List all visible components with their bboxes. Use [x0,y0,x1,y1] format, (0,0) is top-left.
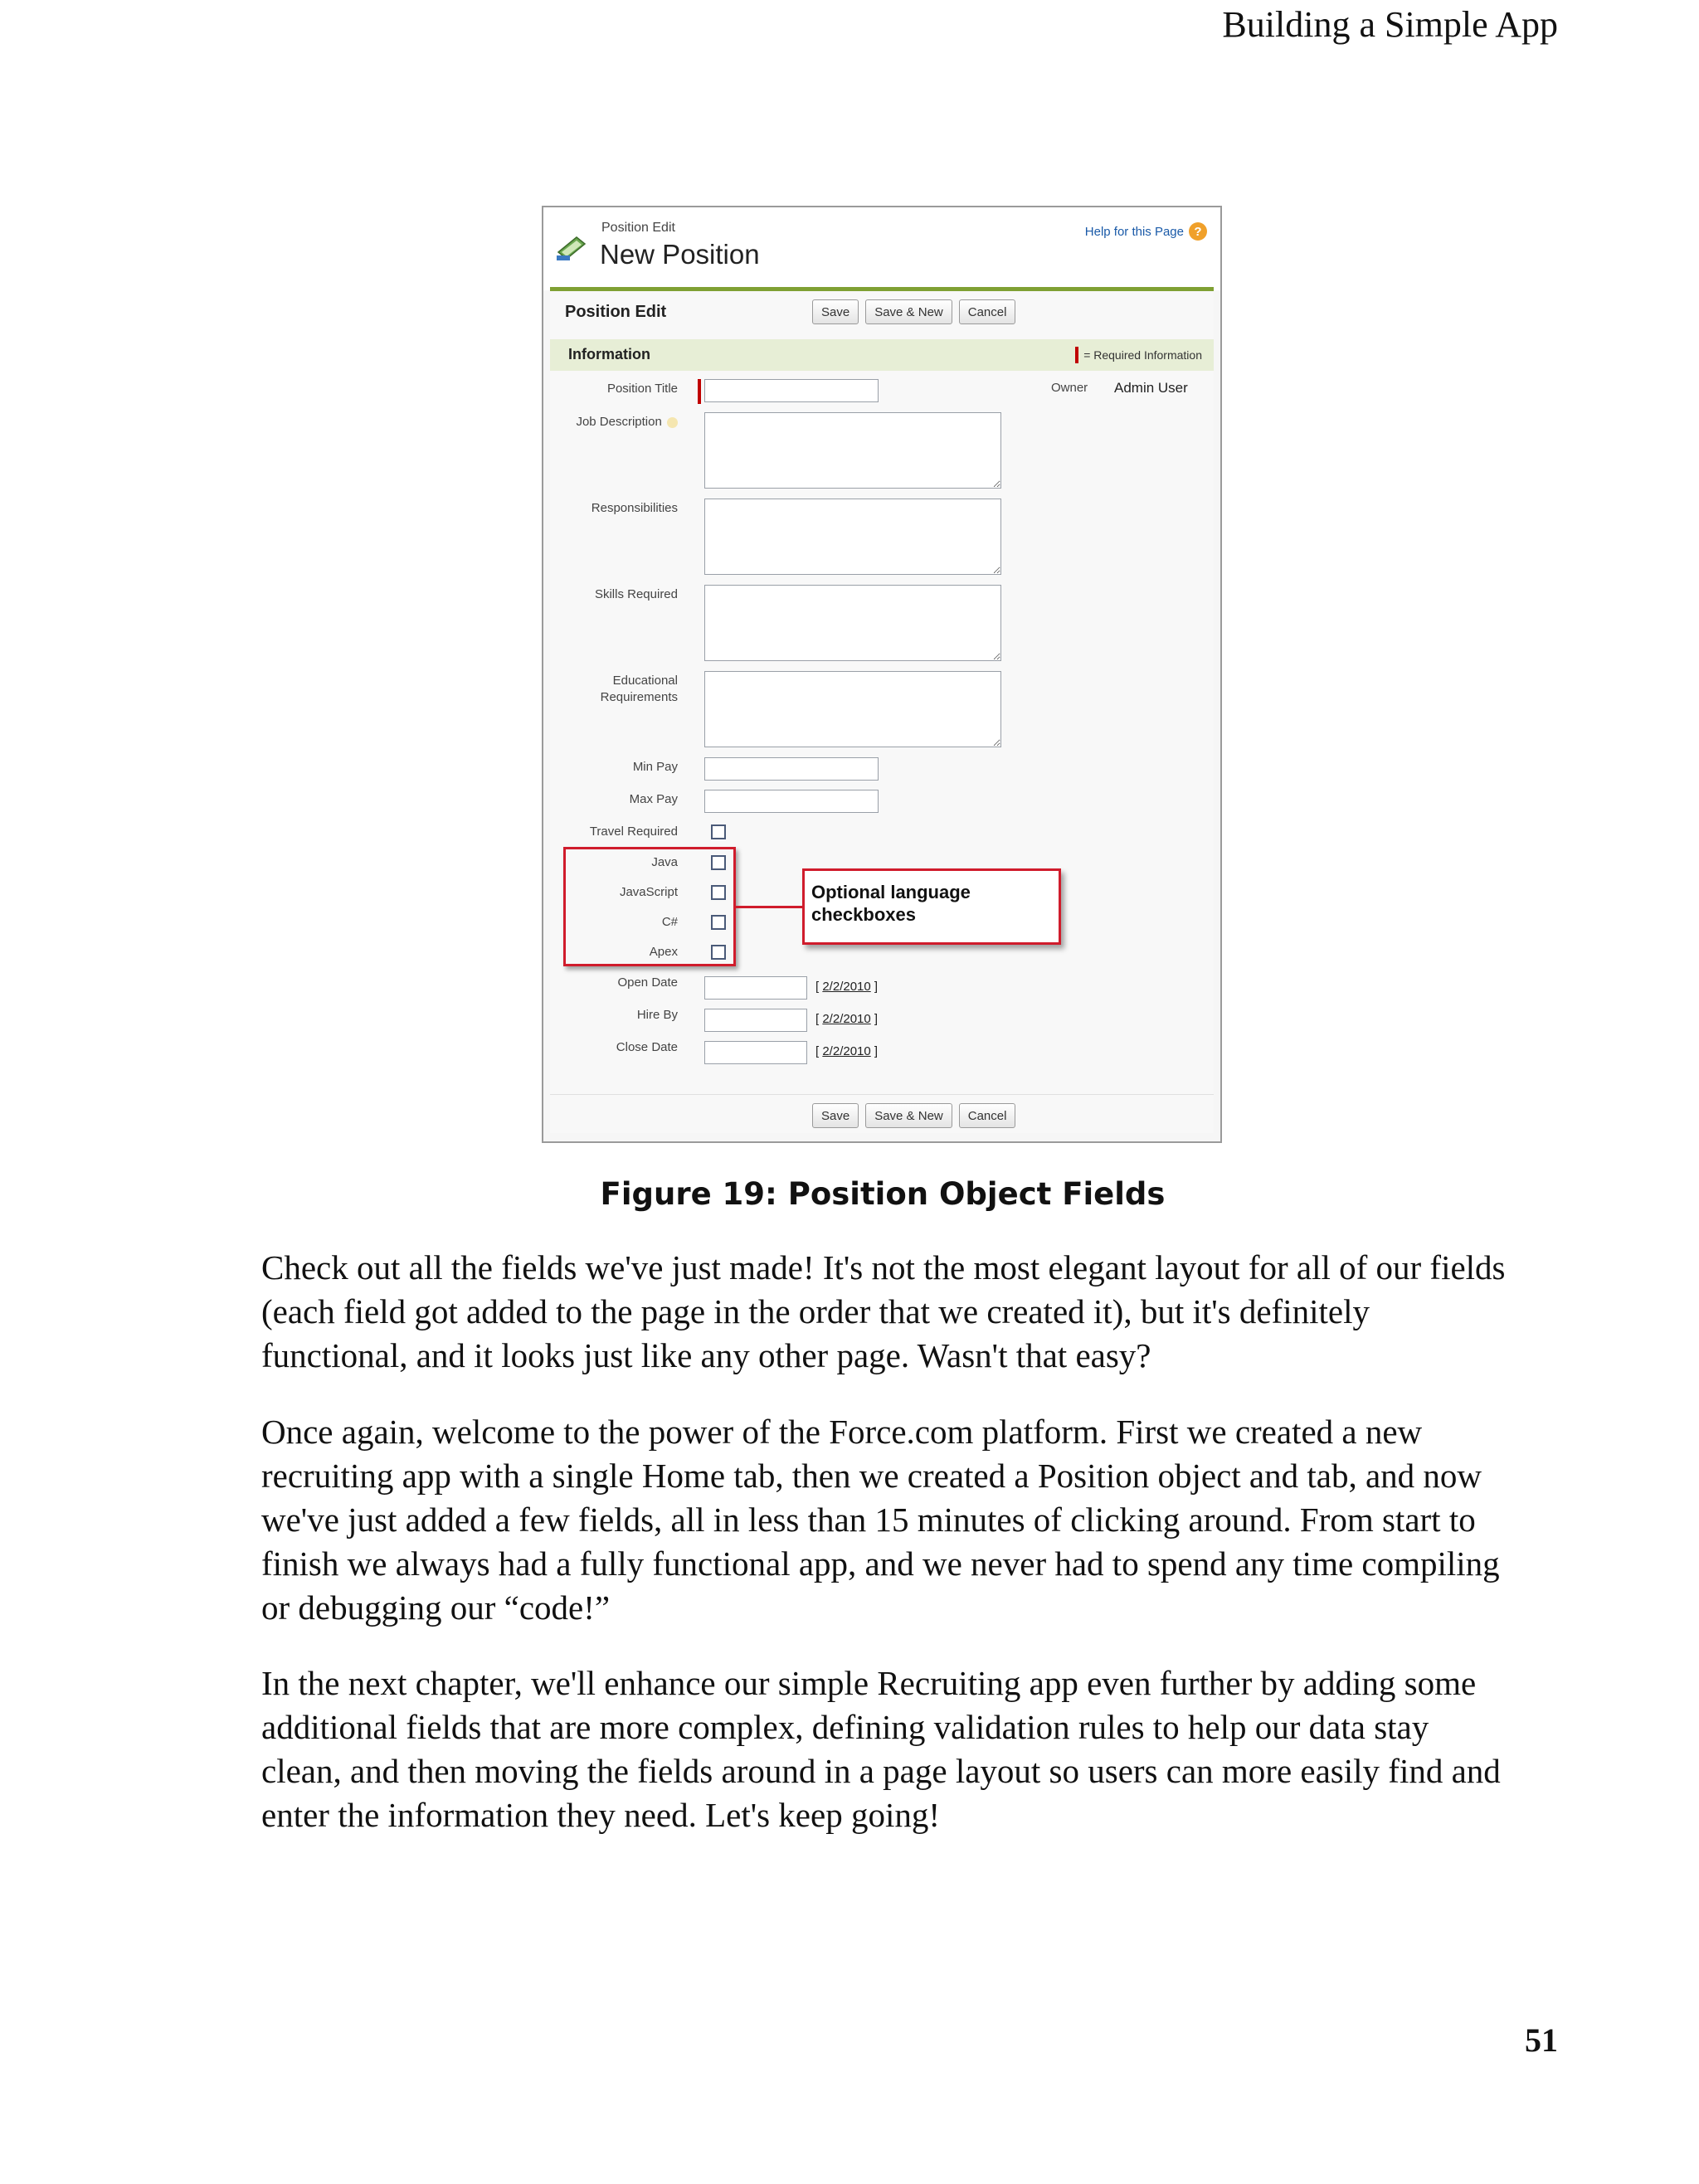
responsibilities-label: Responsibilities [591,501,678,515]
position-title-label: Position Title [606,382,678,396]
open-date-label: Open Date [617,975,678,990]
position-title-input[interactable] [704,379,879,402]
close-date-input[interactable] [704,1041,807,1064]
language-checkbox-highlight [563,847,736,966]
required-marker [698,379,701,404]
java-label: Java [651,855,678,869]
save-new-button[interactable]: Save & New [865,1103,952,1128]
callout-line1: Optional language [811,882,971,902]
edit-panel [550,287,1214,1133]
question-icon[interactable]: ? [1189,222,1207,241]
responsibilities-textarea[interactable] [704,499,1001,575]
owner-value: Admin User [1114,380,1188,396]
educational-requirements-textarea[interactable] [704,671,1001,747]
educational-label-line1: Educational [612,674,678,688]
apex-label: Apex [649,945,678,959]
open-date-input[interactable] [704,976,807,1000]
panel-title: Position Edit [565,303,667,321]
required-legend-label: = Required Information [1083,348,1202,362]
hire-by-label: Hire By [636,1008,678,1022]
info-icon [667,417,678,428]
min-pay-label: Min Pay [632,760,678,774]
figure-caption: Figure 19: Position Object Fields [600,1176,1166,1212]
required-legend [1075,347,1202,363]
save-new-button[interactable]: Save & New [865,299,952,324]
max-pay-input[interactable] [704,790,879,813]
educational-label-line2: Requirements [600,690,678,704]
help-link-label[interactable]: Help for this Page [1084,224,1184,239]
body-paragraph-1: Check out all the fields we've just made! It's not the most elegant layout for all of our fields (each field got added to the page in the order that we created it), but it's definitely functional, and it looks just like any other page. Wasn't that easy? [261,1248,1506,1374]
body-paragraph-3: In the next chapter, we'll enhance our simple Recruiting app even further by adding some additional fields that are more complex, defining validation rules to help our data stay clean, and then moving the fields around in a page layout so users can more easily find and enter the information they need. Let's keep going! [261,1664,1501,1834]
open-date-today-link[interactable]: [ 2/2/2010 ] [815,980,879,994]
body-paragraph-2: Once again, welcome to the power of the Force.com platform. First we created a new recruiting app with a single Home tab, then we created a Position object and tab, and now we've just added a few fields, all in less than 15 minutes of clicking around. From start to finish we always had a fully functional app, and we never had to spend any time compiling or debugging our “code!” [261,1413,1500,1627]
hire-by-input[interactable] [704,1009,807,1032]
required-marker [1075,347,1078,363]
javascript-label: JavaScript [619,885,678,899]
job-description-label [576,414,678,430]
save-button[interactable]: Save [812,1103,859,1128]
skills-required-label: Skills Required [594,587,678,601]
close-date-label: Close Date [616,1040,678,1054]
hire-by-today-link[interactable]: [ 2/2/2010 ] [815,1012,879,1026]
job-description-label-text: Job Description [576,415,662,429]
callout-optional-languages [802,868,1061,945]
job-description-textarea[interactable] [704,412,1001,489]
information-section-header [550,339,1214,371]
cancel-button[interactable]: Cancel [959,299,1016,324]
open-date-link-text[interactable]: 2/2/2010 [822,980,871,994]
top-button-bar [550,291,1214,334]
bottom-button-bar [550,1094,1214,1138]
travel-required-label: Travel Required [589,824,678,839]
callout-connector [736,906,802,908]
max-pay-label: Max Pay [629,792,678,806]
section-title: Information [568,346,650,362]
educational-requirements-label [601,673,678,706]
travel-required-checkbox[interactable] [711,824,726,839]
position-icon [555,232,588,262]
min-pay-input[interactable] [704,757,879,781]
callout-line2: checkboxes [811,904,916,925]
hire-by-link-text[interactable]: 2/2/2010 [822,1012,871,1026]
save-button[interactable]: Save [812,299,859,324]
close-date-link-text[interactable]: 2/2/2010 [822,1044,871,1058]
running-header: Building a Simple App [1222,4,1558,45]
csharp-label: C# [661,915,678,929]
screenshot-figure [542,206,1222,1143]
page-header [543,207,1220,290]
help-link[interactable] [1085,222,1207,241]
page-number: 51 [1525,2021,1558,2059]
skills-required-textarea[interactable] [704,585,1001,661]
cancel-button[interactable]: Cancel [959,1103,1016,1128]
close-date-today-link[interactable]: [ 2/2/2010 ] [815,1044,879,1058]
owner-label: Owner [1051,381,1088,395]
breadcrumb: Position Edit [601,221,675,235]
page-title: New Position [600,239,760,270]
